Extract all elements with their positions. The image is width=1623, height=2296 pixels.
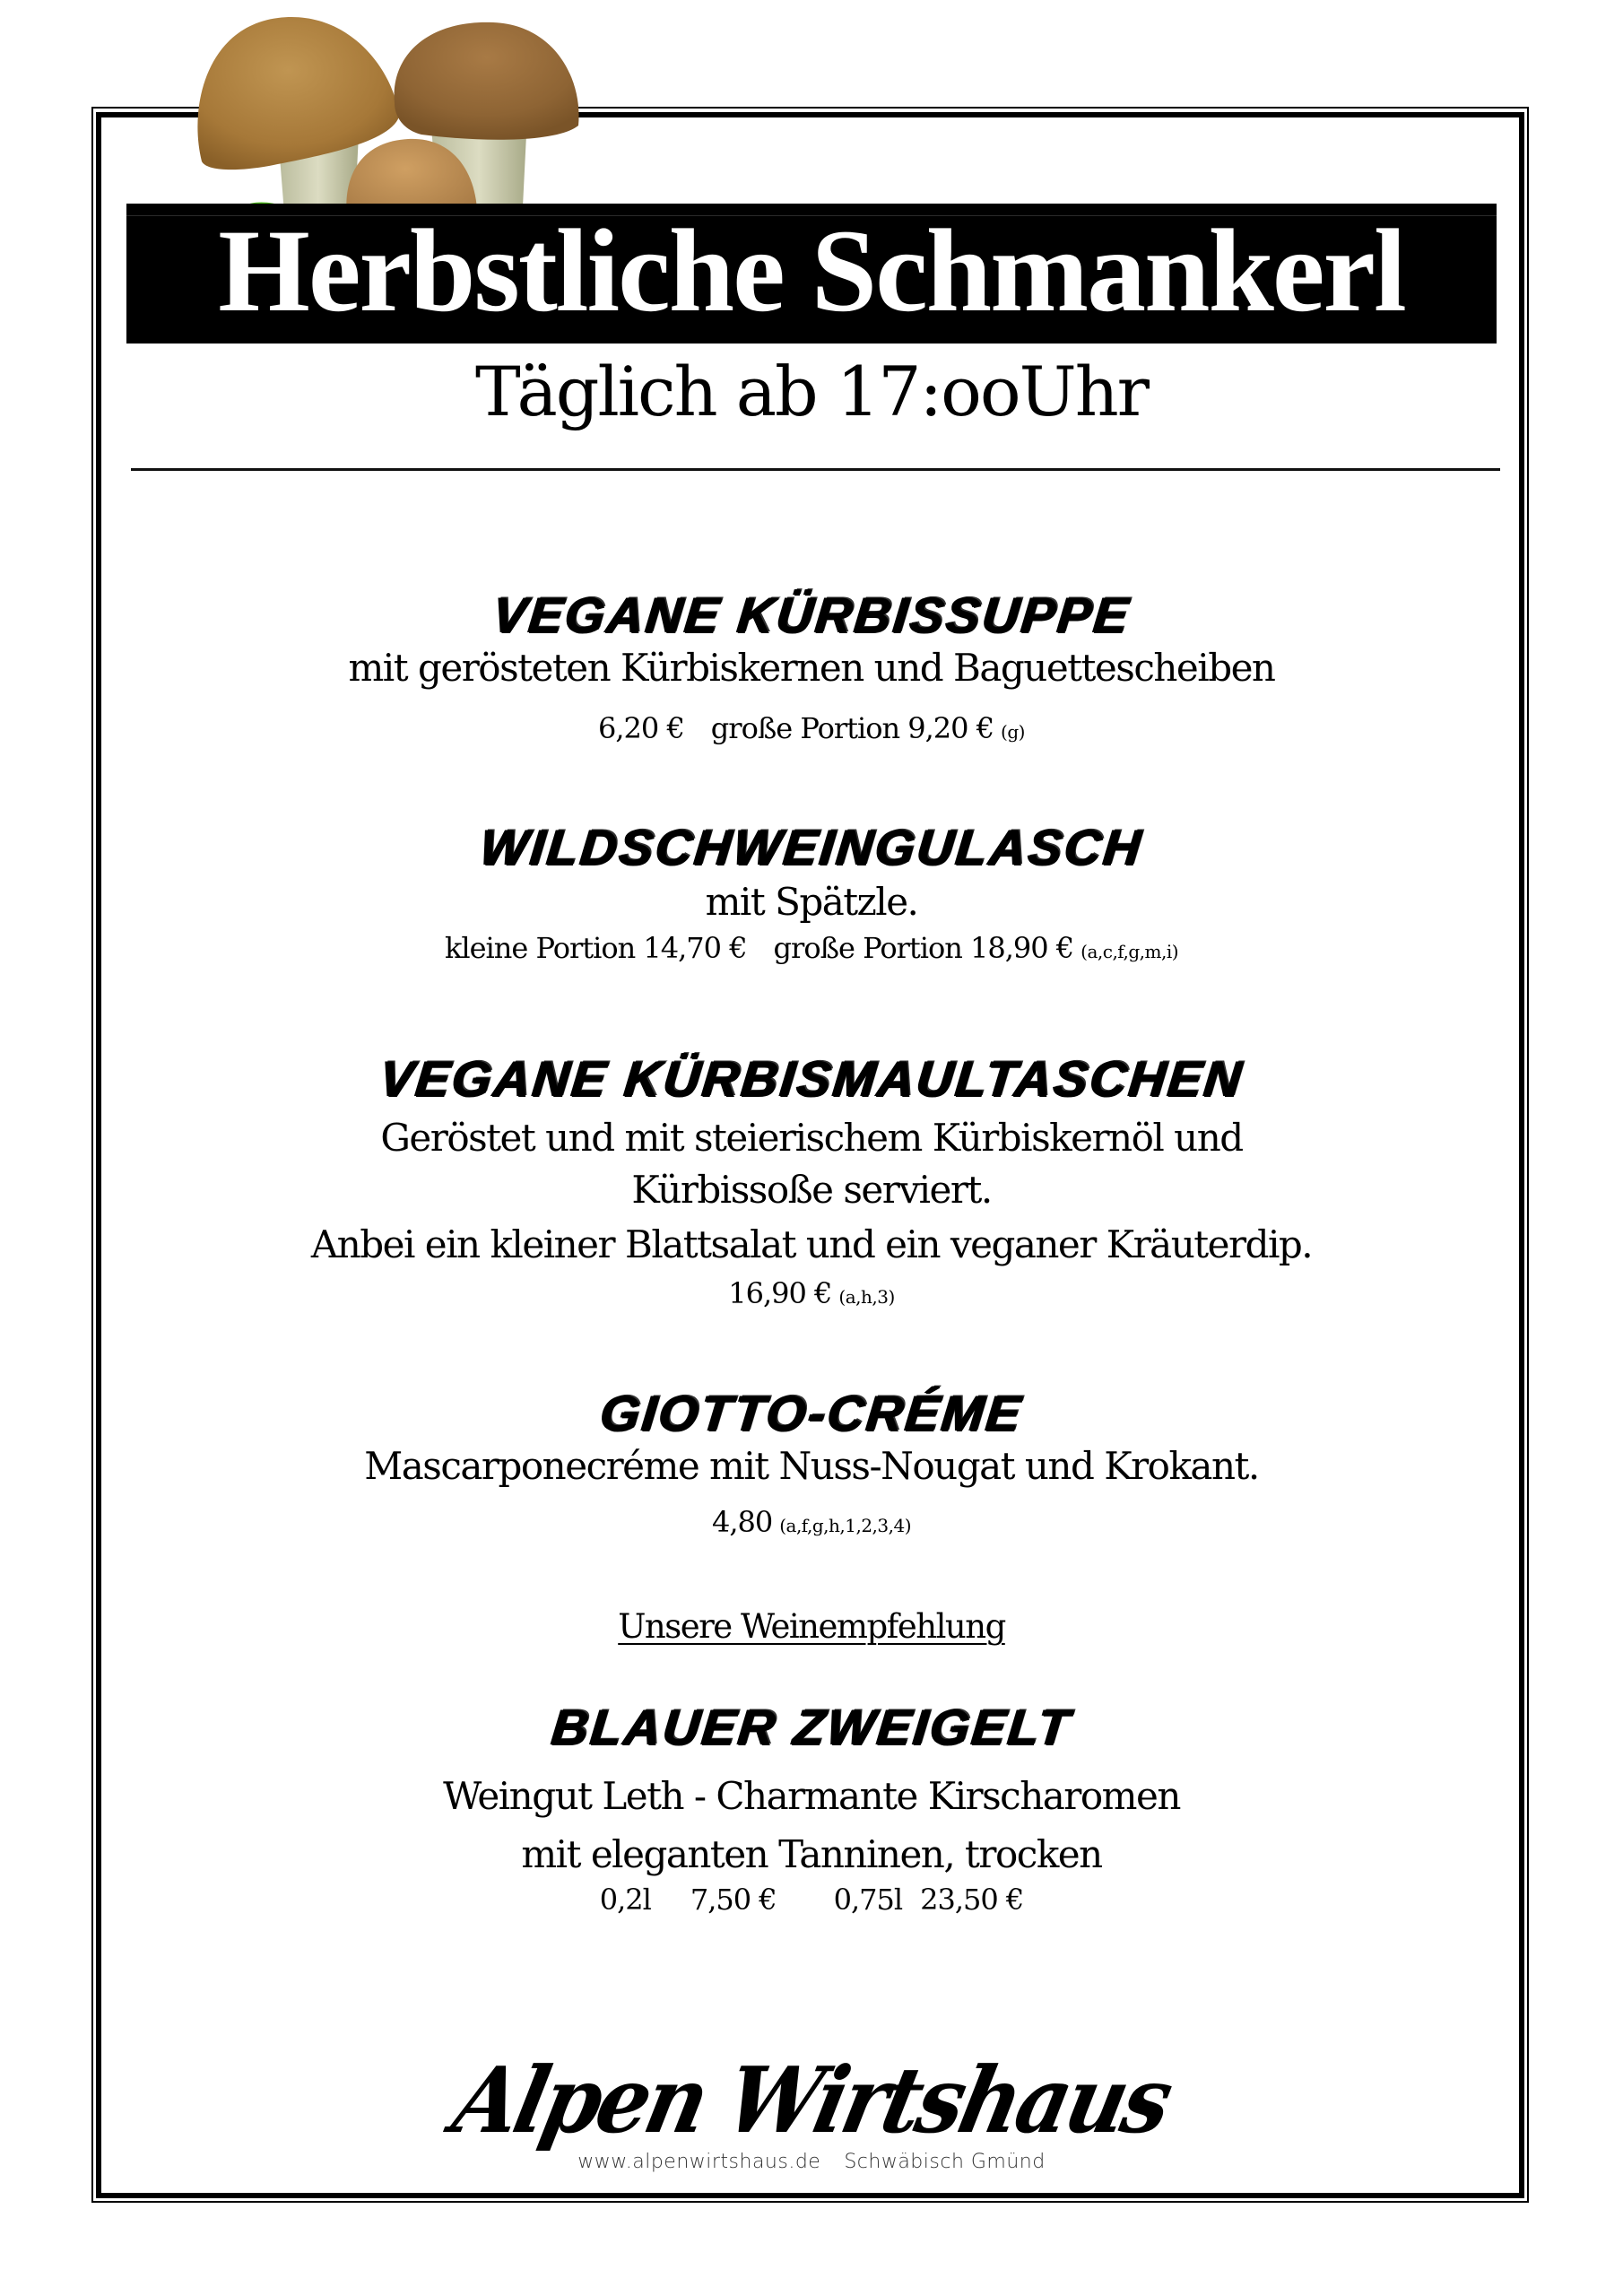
dish-price: 16,90 €	[728, 1276, 832, 1310]
allergen-codes: (a,c,f,g,m,i)	[1081, 941, 1179, 962]
dish-description: mit Spätzle.	[705, 880, 918, 924]
dish-price-line	[126, 1505, 1497, 1539]
allergen-codes: (a,f,g,h,1,2,3,4)	[779, 1515, 912, 1536]
website-link[interactable]: www.alpenwirtshaus.de	[577, 2151, 821, 2173]
wine-title: BLAUER ZWEIGELT	[549, 1699, 1074, 1755]
wine-price-small: 7,50 €	[690, 1883, 777, 1917]
allergen-codes: (g)	[1001, 721, 1025, 743]
wine-volume-large: 0,75l	[833, 1883, 903, 1917]
footer-contact	[126, 2151, 1497, 2173]
wine-section-label: Unsere Weinempfehlung	[618, 1607, 1005, 1646]
wine-price-large: 23,50 €	[920, 1883, 1024, 1917]
city-label: Schwäbisch Gmünd	[844, 2151, 1046, 2173]
dish-title: VEGANE KÜRBISSUPPE	[490, 587, 1133, 643]
dish-description: mit gerösteten Kürbiskernen und Baguettescheiben	[348, 646, 1275, 690]
dish-description: Mascarponecréme mit Nuss-Nougat und Krokant.	[364, 1444, 1259, 1488]
title-banner	[126, 204, 1497, 344]
dish-price-large: große Portion 18,90 €	[773, 931, 1074, 965]
dish-title: WILDSCHWEINGULASCH	[477, 819, 1146, 875]
opening-hours-subtitle: Täglich ab 17:ooUhr	[474, 352, 1149, 431]
wine-volume-small: 0,2l	[599, 1883, 651, 1917]
dish-description: Geröstet und mit steierischem Kürbiskernöl und	[380, 1116, 1243, 1160]
dish-price-line	[126, 1276, 1497, 1310]
dish-title: VEGANE KÜRBISMAULTASCHEN	[377, 1050, 1246, 1107]
dish-price: 6,20 €	[598, 711, 684, 745]
wine-price-line	[126, 1883, 1497, 1917]
dish-price-line	[126, 711, 1497, 745]
wine-description: Weingut Leth - Charmante Kirscharomen	[443, 1774, 1180, 1818]
header-divider	[131, 468, 1500, 471]
dish-price: 4,80	[711, 1505, 773, 1539]
dish-title: GIOTTO-CRÉME	[597, 1385, 1026, 1441]
page-title: Herbstliche Schmankerl	[218, 204, 1405, 336]
mushrooms-image	[135, 0, 601, 235]
dish-price-large: große Portion 9,20 €	[710, 711, 994, 745]
restaurant-logo: Alpen Wirtshaus	[445, 2047, 1178, 2154]
wine-description: mit eleganten Tanninen, trocken	[521, 1832, 1102, 1876]
allergen-codes: (a,h,3)	[838, 1286, 895, 1308]
dish-description: Anbei ein kleiner Blattsalat und ein veganer Kräuterdip.	[310, 1222, 1313, 1266]
dish-price-small: kleine Portion 14,70 €	[444, 931, 747, 965]
dish-price-line	[126, 931, 1497, 965]
dish-description: Kürbissoße serviert.	[631, 1168, 992, 1212]
